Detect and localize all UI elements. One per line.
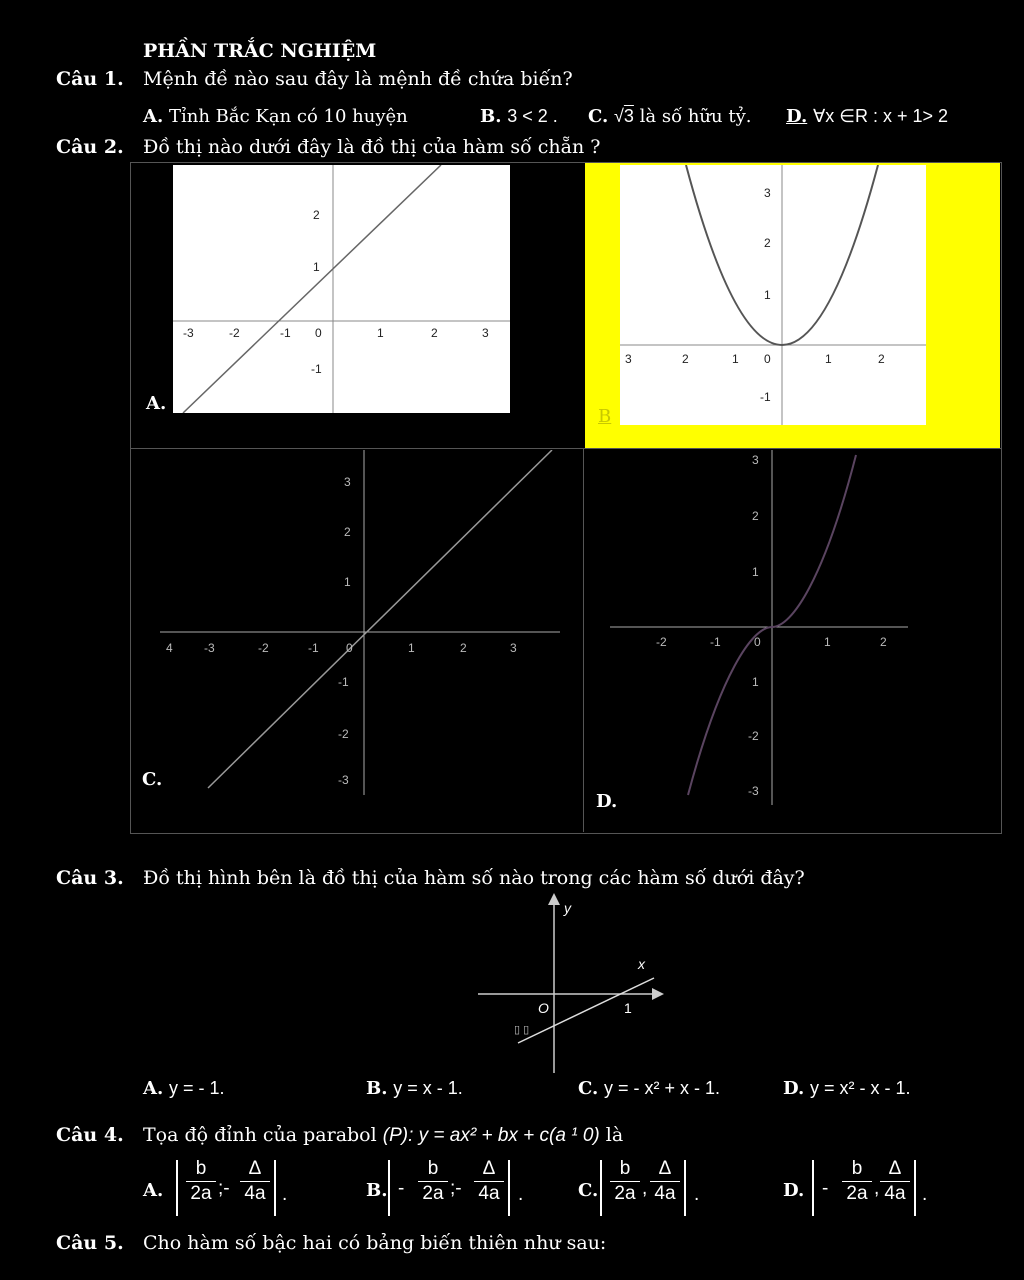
bracket-left bbox=[600, 1160, 602, 1216]
y-tick: -3 bbox=[338, 773, 349, 787]
bracket-left bbox=[388, 1160, 390, 1216]
y-tick: 1 bbox=[344, 575, 351, 589]
q4-tail: là bbox=[605, 1124, 624, 1146]
y-tick: -1 bbox=[338, 675, 349, 689]
option-text: ∀x ∈R : x + 1> 2 bbox=[812, 106, 949, 126]
denominator: 4a bbox=[884, 1183, 906, 1204]
option-label: D. bbox=[783, 1078, 805, 1099]
denominator: 2a bbox=[846, 1183, 868, 1204]
option-label: C. bbox=[578, 1078, 599, 1099]
fraction bbox=[474, 1158, 504, 1205]
tick-marks: ▯ ▯ bbox=[514, 1024, 530, 1036]
denominator: 2a bbox=[190, 1183, 212, 1204]
fraction bbox=[418, 1158, 448, 1205]
q1-option-a bbox=[143, 106, 408, 127]
q4-option-a-label: A. bbox=[143, 1180, 164, 1201]
grid-divider-v bbox=[583, 448, 584, 832]
q4-text-main: Tọa độ đỉnh của parabol bbox=[143, 1124, 377, 1146]
x-tick: 1 bbox=[408, 641, 415, 655]
option-label: B. bbox=[480, 106, 502, 127]
y-tick: 1 bbox=[764, 288, 771, 302]
grid-divider-h bbox=[130, 448, 1001, 449]
y-tick: 3 bbox=[344, 475, 351, 489]
x-tick: 3 bbox=[625, 352, 632, 366]
bracket-right bbox=[508, 1160, 510, 1216]
y-tick: -1 bbox=[760, 390, 771, 404]
option-text: 3 < 2 . bbox=[507, 106, 558, 126]
q4-text bbox=[143, 1124, 623, 1147]
period: . bbox=[282, 1184, 288, 1205]
option-text: y = x² - x - 1. bbox=[809, 1078, 911, 1098]
numerator: Δ bbox=[888, 1158, 902, 1179]
fraction bbox=[650, 1158, 680, 1205]
period: . bbox=[694, 1184, 700, 1205]
option-label: A. bbox=[143, 106, 164, 127]
x-tick: -1 bbox=[710, 635, 721, 649]
bracket-right bbox=[684, 1160, 686, 1216]
x-tick: 1 bbox=[825, 352, 832, 366]
y-tick: -2 bbox=[338, 727, 349, 741]
x-tick: -2 bbox=[656, 635, 667, 649]
option-label: B. bbox=[366, 1078, 388, 1099]
x-tick: 0 bbox=[346, 641, 353, 655]
q5-label: Câu 5. bbox=[56, 1232, 124, 1254]
graph-c-line bbox=[208, 450, 552, 788]
separator: ;- bbox=[450, 1178, 462, 1199]
graph-a bbox=[173, 165, 510, 413]
q3-option-b bbox=[366, 1078, 463, 1099]
x-tick: 3 bbox=[482, 326, 489, 340]
fraction bbox=[186, 1158, 216, 1205]
x-tick: 2 bbox=[431, 326, 438, 340]
x-tick: -3 bbox=[183, 326, 194, 340]
denominator: 2a bbox=[422, 1183, 444, 1204]
x-tick: -3 bbox=[204, 641, 215, 655]
option-text: y = - 1. bbox=[168, 1078, 225, 1098]
option-text: y = - x² + x - 1. bbox=[604, 1078, 721, 1098]
fraction bbox=[880, 1158, 910, 1205]
separator: ;- bbox=[218, 1178, 230, 1199]
y-tick: -1 bbox=[311, 362, 322, 376]
q1-text: Mệnh đề nào sau đây là mệnh đề chứa biến? bbox=[143, 68, 573, 90]
y-tick: -3 bbox=[748, 784, 759, 798]
numerator: b bbox=[427, 1158, 439, 1179]
x-tick: 2 bbox=[460, 641, 467, 655]
q1-option-d bbox=[786, 106, 948, 127]
numerator: Δ bbox=[482, 1158, 496, 1179]
separator: , bbox=[642, 1178, 648, 1199]
y-tick: 2 bbox=[313, 208, 320, 222]
q4-label: Câu 4. bbox=[56, 1124, 124, 1146]
radicand: 3 bbox=[623, 106, 634, 126]
q4-option-d-label: D. bbox=[783, 1180, 805, 1201]
period: . bbox=[518, 1184, 524, 1205]
y-tick: 2 bbox=[752, 509, 759, 523]
denominator: 4a bbox=[654, 1183, 676, 1204]
numerator: b bbox=[619, 1158, 631, 1179]
denominator: 4a bbox=[244, 1183, 266, 1204]
x-tick: 3 bbox=[510, 641, 517, 655]
y-tick: 3 bbox=[764, 186, 771, 200]
q3-option-a bbox=[143, 1078, 225, 1099]
sqrt-symbol: √3 bbox=[614, 106, 634, 126]
y-tick: 1 bbox=[752, 565, 759, 579]
x-tick: 1 bbox=[732, 352, 739, 366]
x-tick: 2 bbox=[682, 352, 689, 366]
q3-option-d bbox=[783, 1078, 910, 1099]
x-tick: -2 bbox=[258, 641, 269, 655]
origin-label: O bbox=[538, 1000, 549, 1016]
q3-graph bbox=[478, 893, 668, 1073]
graph-b-bg bbox=[620, 165, 926, 425]
denominator: 4a bbox=[478, 1183, 500, 1204]
q1-option-b bbox=[480, 106, 558, 127]
y-tick: 3 bbox=[752, 453, 759, 467]
numerator: Δ bbox=[658, 1158, 672, 1179]
x-tick: 0 bbox=[764, 352, 771, 366]
bracket-left bbox=[812, 1160, 814, 1216]
fraction bbox=[240, 1158, 270, 1205]
x-tick: 1 bbox=[824, 635, 831, 649]
q1-label: Câu 1. bbox=[56, 68, 124, 90]
y-tick: 1 bbox=[313, 260, 320, 274]
q4-option-c-label: C. bbox=[578, 1180, 599, 1201]
bracket-left bbox=[176, 1160, 178, 1216]
graph-c-label: C. bbox=[142, 769, 163, 790]
minus-sign: - bbox=[398, 1178, 405, 1199]
option-label: D. bbox=[786, 106, 808, 127]
x-tick: -1 bbox=[308, 641, 319, 655]
graph-b bbox=[620, 165, 926, 425]
y-tick: 1 bbox=[752, 675, 759, 689]
graph-a-label: A. bbox=[146, 393, 167, 414]
option-text: là số hữu tỷ. bbox=[639, 106, 752, 127]
denominator: 2a bbox=[614, 1183, 636, 1204]
q4-formula: (P): y = ax² + bx + c(a ¹ 0) bbox=[382, 1125, 600, 1146]
numerator: b bbox=[195, 1158, 207, 1179]
x-tick: 1 bbox=[377, 326, 384, 340]
x-tick: 0 bbox=[754, 635, 761, 649]
option-label: C. bbox=[588, 106, 609, 127]
fraction bbox=[842, 1158, 872, 1205]
graph-d bbox=[610, 450, 910, 805]
x-tick: -2 bbox=[229, 326, 240, 340]
q3-option-c bbox=[578, 1078, 720, 1099]
option-text: y = x - 1. bbox=[393, 1078, 463, 1098]
bracket-right bbox=[914, 1160, 916, 1216]
q2-label: Câu 2. bbox=[56, 136, 124, 158]
x-tick: 2 bbox=[880, 635, 887, 649]
separator: , bbox=[874, 1178, 880, 1199]
x-tick: 2 bbox=[878, 352, 885, 366]
x-tick: 1 bbox=[624, 1000, 632, 1016]
y-tick: 2 bbox=[344, 525, 351, 539]
option-text: Tỉnh Bắc Kạn có 10 huyện bbox=[168, 106, 408, 127]
section-title: PHẦN TRẮC NGHIỆM bbox=[143, 40, 377, 62]
period: . bbox=[922, 1184, 928, 1205]
graph-c bbox=[160, 450, 560, 795]
y-tick: -2 bbox=[748, 729, 759, 743]
minus-sign: - bbox=[822, 1178, 829, 1199]
x-tick: -1 bbox=[280, 326, 291, 340]
q4-option-b-label: B. bbox=[366, 1180, 388, 1201]
numerator: b bbox=[851, 1158, 863, 1179]
option-label: A. bbox=[143, 1078, 164, 1099]
y-tick: 2 bbox=[764, 236, 771, 250]
q3-text: Đồ thị hình bên là đồ thị của hàm số nào trong các hàm số dưới đây? bbox=[143, 867, 805, 889]
x-tick: 4 bbox=[166, 641, 173, 655]
q1-option-c bbox=[588, 106, 751, 127]
fraction bbox=[610, 1158, 640, 1205]
graph-b-label: B bbox=[598, 406, 612, 427]
graph-a-bg bbox=[173, 165, 510, 413]
x-tick: 0 bbox=[315, 326, 322, 340]
graph-d-label: D. bbox=[596, 791, 618, 812]
q5-text: Cho hàm số bậc hai có bảng biến thiên như sau: bbox=[143, 1232, 607, 1254]
q2-text: Đồ thị nào dưới đây là đồ thị của hàm số chẵn ? bbox=[143, 136, 601, 158]
bracket-right bbox=[274, 1160, 276, 1216]
y-axis-label: y bbox=[564, 900, 571, 916]
q3-label: Câu 3. bbox=[56, 867, 124, 889]
numerator: Δ bbox=[248, 1158, 262, 1179]
x-axis-label: x bbox=[638, 956, 645, 972]
